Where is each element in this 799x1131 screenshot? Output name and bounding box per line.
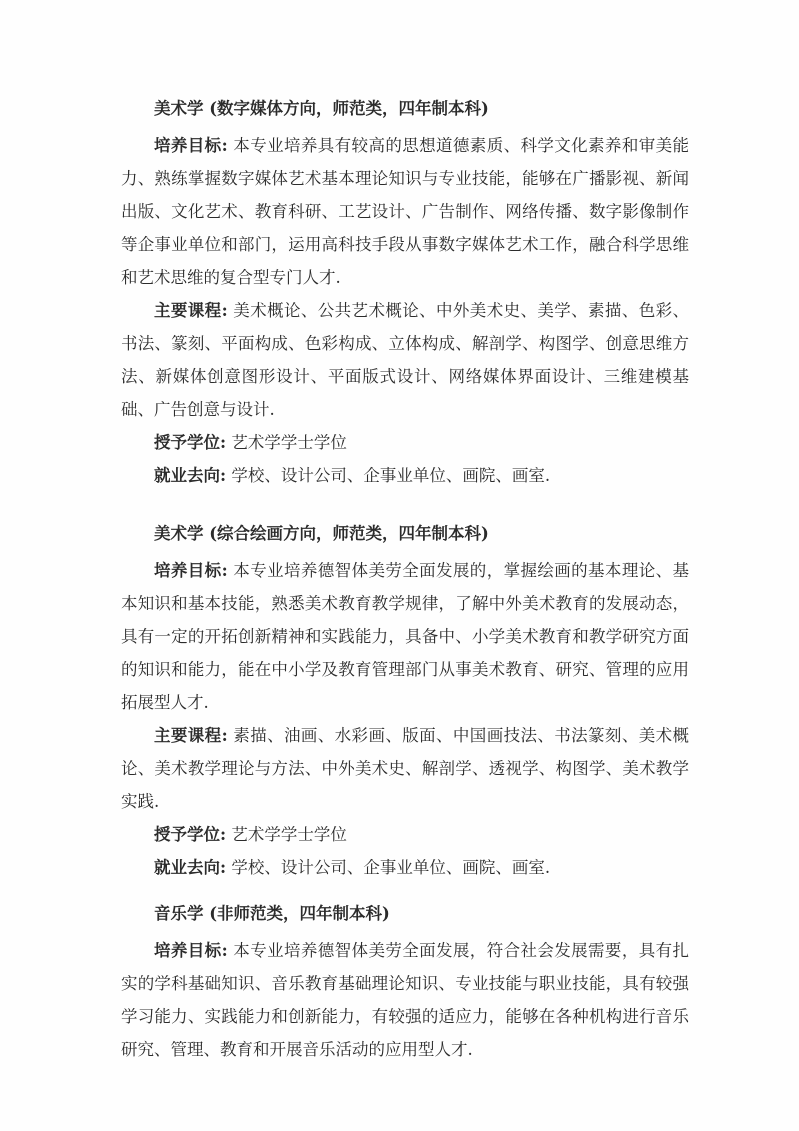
paragraph-training-objective [121,934,689,1066]
paragraph-training-objective [121,129,689,294]
field-label: 授予学位: [154,433,227,452]
field-text: 艺术学学士学位 [226,825,347,844]
field-text: 学校、设计公司、企事业单位、画院、画室. [226,858,551,877]
field-text: 本专业培养德智体美劳全面发展，符合社会发展需要，具有扎实的学科基础知识、音乐教育基础理论知识、专业技能与职业技能，具有较强学习能力、实践能力和创新能力，有较强的适应力，能够在各种机构进行音乐研究、管理、教育和开展音乐活动的应用型人才. [121,941,690,1059]
document-content [121,92,689,1066]
section-musicology [121,897,689,1066]
paragraph-employment-direction [121,851,689,884]
field-text: 素描、油画、水彩画、版面、中国画技法、书法篆刻、美术概论、美术教学理论与方法、中外美术史、解剖学、透视学、构图学、美术教学实践. [121,726,690,811]
field-text: 本专业培养具有较高的思想道德素质、科学文化素养和审美能力、熟练掌握数字媒体艺术基本理论知识与专业技能，能够在广播影视、新闻出版、文化艺术、教育科研、工艺设计、广告制作、网络传播、数字影像制作等企事业单位和部门，运用高科技手段从事数字媒体艺术工作，融合科学思维和艺术思维的复合型专门人才. [121,136,690,287]
section-fine-arts-digital-media [121,92,689,492]
field-label: 就业去向: [154,858,227,877]
field-label: 主要课程: [154,726,228,745]
field-label: 培养目标: [154,136,228,155]
paragraph-degree-awarded [121,426,689,459]
field-text: 学校、设计公司、企事业单位、画院、画室. [226,466,551,485]
section-title: 美术学 (数字媒体方向，师范类，四年制本科) [154,99,489,118]
field-label: 主要课程: [154,301,228,320]
field-text: 美术概论、公共艺术概论、中外美术史、美学、素描、色彩、书法、篆刻、平面构成、色彩构成、立体构成、解剖学、构图学、创意思维方法、新媒体创意图形设计、平面版式设计、网络媒体界面设计、三维建模基础、广告创意与设计. [121,301,690,419]
paragraph-main-courses [121,719,689,818]
field-label: 就业去向: [154,466,227,485]
section-title: 美术学 (综合绘画方向，师范类，四年制本科) [154,524,489,543]
field-label: 授予学位: [154,825,227,844]
field-text: 本专业培养德智体美劳全面发展的，掌握绘画的基本理论、基本知识和基本技能，熟悉美术教育教学规律，了解中外美术教育的发展动态，具有一定的开拓创新精神和实践能力，具备中、小学美术教育和教学研究方面的知识和能力，能在中小学及教育管理部门从事美术教育、研究、管理的应用拓展型人才. [121,561,690,712]
field-label: 培养目标: [154,561,228,580]
paragraph-degree-awarded [121,818,689,851]
paragraph-training-objective [121,554,689,719]
field-label: 培养目标: [154,941,228,960]
section-fine-arts-comprehensive-painting [121,517,689,884]
paragraph-main-courses [121,294,689,426]
field-text: 艺术学学士学位 [226,433,347,452]
section-title: 音乐学 (非师范类，四年制本科) [154,904,390,923]
paragraph-employment-direction [121,459,689,492]
